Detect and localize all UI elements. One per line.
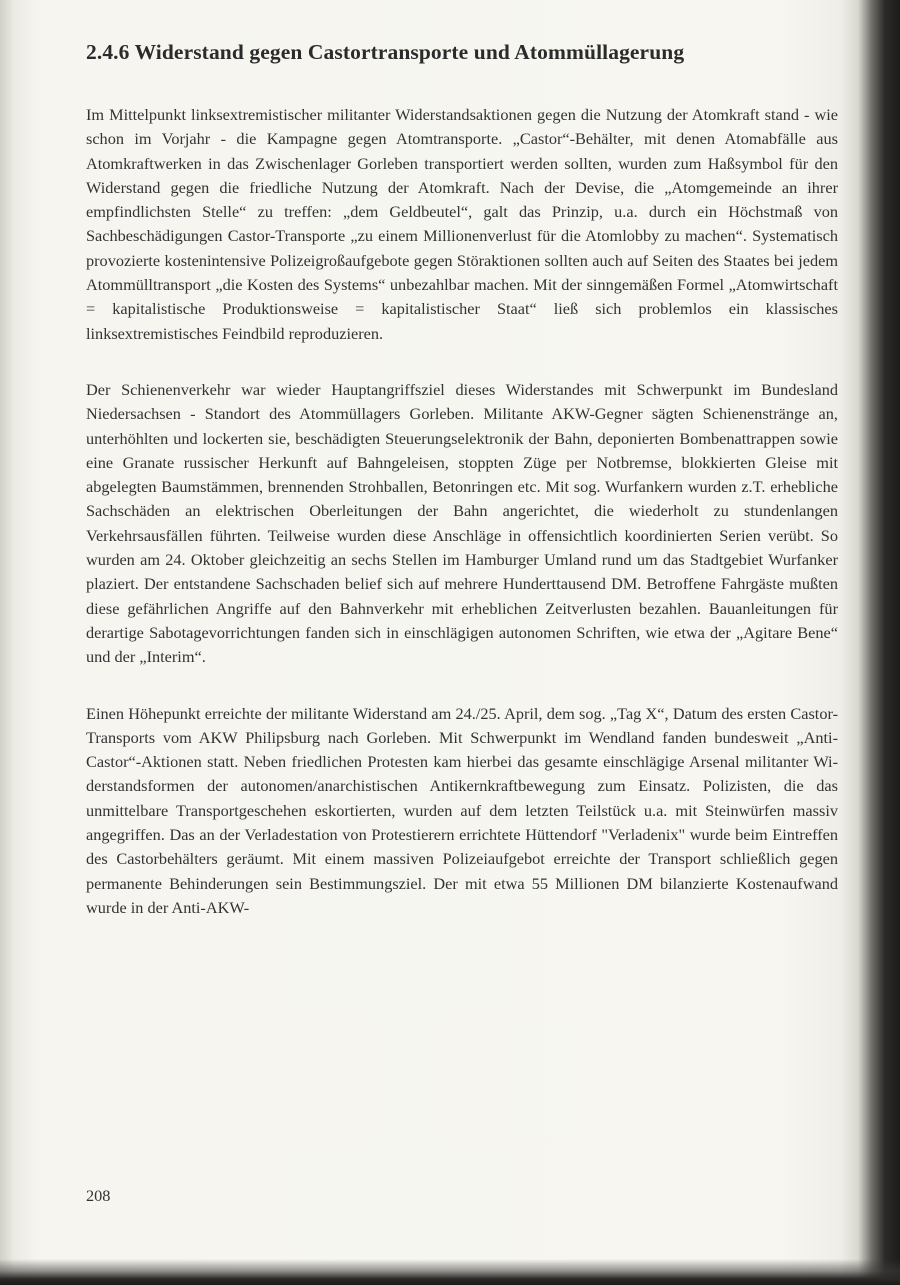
paragraph-3: Einen Höhepunkt erreichte der militante Widerstand am 24./25. April, dem sog. „Tag X“, Datum des ersten Castor-Transports vom AKW Philipsburg nach Gorleben. Mit Schwerpunkt im Wendland fanden bundesweit „Anti-Castor“-Aktionen statt. Neben friedlichen Protesten kam hierbei das gesamte einschlägige Arsenal militanter Widerstandsformen der autonomen/anarchistischen Antikernkraftbewegung zum Einsatz. Polizisten, die das unmittelbare Transportgeschehen eskortierten, wurden auf dem letzten Teilstück u.a. mit Steinwürfen massiv angegriffen. Das an der Verladestation von Protestierern errichtete Hüttendorf "Verladenix" wurde beim Eintreffen des Castorbehälters geräumt. Mit einem massiven Polizeiaufgebot erreichte der Transport schließlich gegen permanente Behinderungen sein Bestimmungsziel. Der mit etwa 55 Millionen DM bilanzierte Kostenaufwand wurde in der Anti-AKW- xyxy=(86,703,838,917)
paragraph-1: Im Mittelpunkt linksextremistischer militanter Widerstandsaktionen gegen die Nutzung der Atomkraft stand - wie schon im Vorjahr - die Kampagne gegen Atomtransporte. „Castor“-Behälter, mit denen Atomabfälle aus Atomkraftwerken in das Zwischenlager Gorleben transportiert werden sollten, wurden zum Haßsymbol für den Widerstand gegen die friedliche Nutzung der Atomkraft. Nach der Devise, die „Atomgemeinde an ihrer empfindlichsten Stelle“ zu treffen: „dem Geldbeutel“, galt das Prinzip, u.a. durch ein Höchstmaß von Sachbeschädigungen Castor-Transporte „zu einem Millionenverlust für die Atomlobby zu machen“. Systematisch provozierte kostenintensive Polizeigroßaufgebote gegen Störaktionen sollten auch auf Seiten des Staates bei jedem Atommülltransport „die Kosten des Systems“ unbezahlbar machen. Mit der sinngemäßen Formel „Atomwirtschaft = kapitalistische Produktionsweise = kapitalistischer Staat“ ließ sich problemlos ein klassisches linksextremistisches Feindbild reproduzieren. xyxy=(86,105,838,343)
page-number: 208 xyxy=(86,1186,111,1205)
paragraph-2: Der Schienenverkehr war wieder Hauptangriffsziel dieses Widerstandes mit Schwerpunkt im Bundesland Niedersachsen - Standort des Atommüllagers Gorleben. Militante AKW-Gegner sägten Schienenstränge an, unterhöhlten und lockerten sie, beschädigten Steuerungselektronik der Bahn, deponierten Bombenattrappen sowie eine Granate russischer Herkunft auf Bahngeleisen, stoppten Züge per Notbremse, blokkierten Gleise mit abgelegten Baumstämmen, brennenden Strohballen, Betonringen etc. Mit sog. Wurfankern wurden z.T. erhebliche Sachschäden an elektrischen Oberleitungen der Bahn angerichtet, die wiederholt zu stundenlangen Verkehrsausfällen führten. Teilweise wurden diese Anschläge in offensichtlich koordinierten Serien verübt. So wurden am 24. Oktober gleichzeitig an sechs Stellen im Hamburger Umland rund um das Stadtgebiet Wurfanker plaziert. Der entstandene Sachschaden belief sich auf mehrere Hunderttausend DM. Betroffene Fahrgäste mußten diese gefährlichen Angriffe auf den Bahnverkehr mit erheblichen Zeitverlusten bezahlen. Bauanleitungen für derartige Sabotagevorrichtungen fanden sich in einschlägigen autonomen Schriften, wie etwa der „Agitare Bene“ und der „Interim“. xyxy=(86,379,838,667)
section-heading: 2.4.6 Widerstand gegen Castortransporte und Atommüllagerung xyxy=(86,40,685,64)
page-content xyxy=(86,40,838,952)
scan-bottom-shadow xyxy=(0,1259,900,1285)
